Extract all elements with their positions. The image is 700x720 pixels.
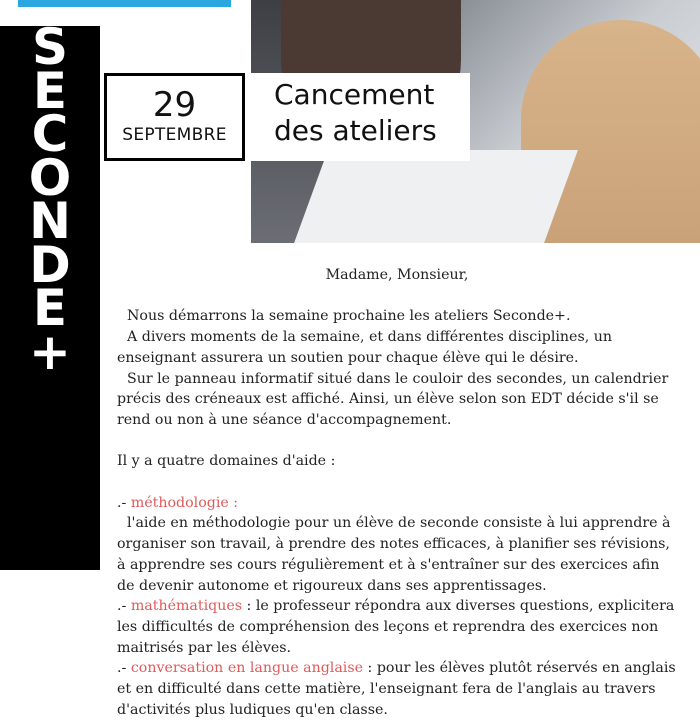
domain-label: mathématiques bbox=[130, 598, 243, 615]
domain-item bbox=[117, 658, 677, 720]
paragraph-2: A divers moments de la semaine, et dans différentes disciplines, un enseignant assurera un soutien pour chaque élève qui le désire. bbox=[117, 329, 613, 366]
domains-intro: Il y a quatre domaines d'aide : bbox=[117, 453, 336, 470]
domain-label: méthodologie : bbox=[130, 494, 239, 511]
photo-desk-paper bbox=[294, 150, 578, 243]
vertical-title-letter: E bbox=[32, 61, 68, 120]
domain-text: : pour les élèves plutôt réservés en anglais et en difficulté dans cette matière, l'enseignant fera de l'anglais au travers d'activités plus ludiques qu'en classe. bbox=[117, 660, 676, 718]
page-title-line1: Cancement bbox=[274, 78, 435, 111]
vertical-title-letter: C bbox=[31, 105, 69, 163]
vertical-title-letter: E bbox=[32, 279, 68, 337]
date-day: 29 bbox=[152, 85, 197, 125]
vertical-title bbox=[0, 18, 100, 570]
domain-item bbox=[117, 493, 677, 514]
vertical-title-letter: D bbox=[29, 235, 71, 294]
domain-text: : le professeur répondra aux diverses questions, explicitera les difficultés de compréhension des leçons et reprendra des exercices non maitrisés par les élèves. bbox=[117, 598, 675, 656]
date-month: SEPTEMBRE bbox=[122, 125, 227, 145]
date-box bbox=[104, 73, 245, 161]
domain-prefix: .- bbox=[117, 598, 131, 615]
paragraph-3: Sur le panneau informatif situé dans le couloir des secondes, un calendrier précis des créneaux est affiché. Ainsi, un élève selon son EDT décide s'il se rend ou non à une séance d'accompagnement. bbox=[117, 370, 669, 428]
vertical-title-letter: N bbox=[29, 192, 71, 250]
letter-body bbox=[117, 265, 677, 720]
domain-label: conversation en langue anglaise bbox=[130, 660, 364, 677]
domain-prefix: .- bbox=[117, 494, 131, 511]
page-title bbox=[274, 77, 474, 149]
domain-text: l'aide en méthodologie pour un élève de seconde consiste à lui apprendre à organiser son travail, à prendre des notes efficaces, à planifier ses révisions, à apprendre ses cours régulièrement et à s'entraîner sur des exercices afin de devenir autonome et rigoureux dans ses apprentissages. bbox=[117, 515, 671, 594]
vertical-title-letter: O bbox=[28, 148, 72, 207]
top-accent-bar bbox=[18, 0, 231, 7]
page-title-line2: des ateliers bbox=[274, 114, 437, 147]
vertical-title-letter: S bbox=[31, 18, 68, 76]
vertical-title-letter: + bbox=[29, 322, 71, 381]
salutation: Madame, Monsieur, bbox=[325, 267, 469, 283]
domain-item bbox=[117, 596, 677, 658]
domain-prefix: .- bbox=[117, 660, 131, 677]
paragraph-1: Nous démarrons la semaine prochaine les ateliers Seconde+. bbox=[127, 308, 571, 325]
